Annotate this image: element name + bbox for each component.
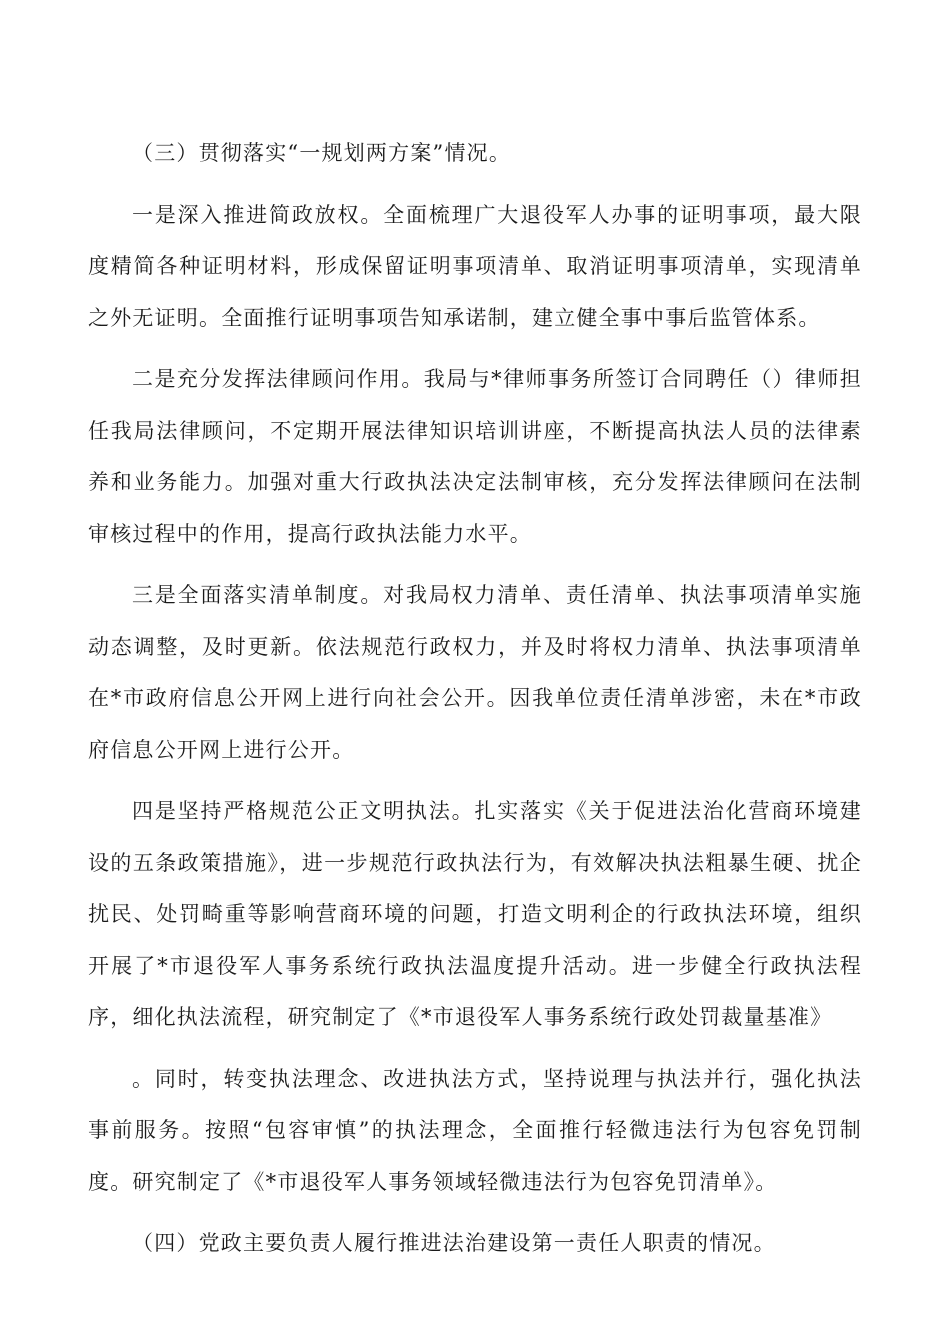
- section-heading-3: （三）贯彻落实“一规划两方案”情况。: [132, 141, 512, 165]
- paragraph-legal-advisor: 二是充分发挥法律顾问作用。我局与*律师事务所签订合同聘任（）律师担任我局法律顾问，不定期开展法律知识培训讲座，不断提高执法人员的法律素养和业务能力。加强对重大行政执法决定法制审核，充分发挥法律顾问在法制审核过程中的作用，提高行政执法能力水平。: [88, 367, 862, 546]
- paragraph-list-system: 三是全面落实清单制度。对我局权力清单、责任清单、执法事项清单实施动态调整，及时更新。依法规范行政权力，并及时将权力清单、执法事项清单在*市政府信息公开网上进行向社会公开。因我单位责任清单涉密，未在*市政府信息公开网上进行公开。: [88, 583, 862, 762]
- section-heading-4: （四）党政主要负责人履行推进法治建设第一责任人职责的情况。: [132, 1231, 776, 1255]
- paragraph-enforcement-continued: 。同时，转变执法理念、改进执法方式，坚持说理与执法并行，强化执法事前服务。按照“包容审慎”的执法理念，全面推行轻微违法行为包容免罚制度。研究制定了《*市退役军人事务领域轻微违法行为包容免罚清单》。: [88, 1066, 862, 1194]
- document-body: [88, 128, 862, 1270]
- paragraph-law-enforcement: 四是坚持严格规范公正文明执法。扎实落实《关于促进法治化营商环境建设的五条政策措施》，进一步规范行政执法行为，有效解决执法粗暴生硬、扰企扰民、处罚畸重等影响营商环境的问题，打造文明利企的行政执法环境，组织开展了*市退役军人事务系统行政执法温度提升活动。进一步健全行政执法程序，细化执法流程，研究制定了《*市退役军人事务系统行政处罚裁量基准》: [88, 799, 862, 1029]
- paragraph-streamline-administration: 一是深入推进简政放权。全面梳理广大退役军人办事的证明事项，最大限度精简各种证明材料，形成保留证明事项清单、取消证明事项清单，实现清单之外无证明。全面推行证明事项告知承诺制，建立健全事中事后监管体系。: [88, 202, 862, 330]
